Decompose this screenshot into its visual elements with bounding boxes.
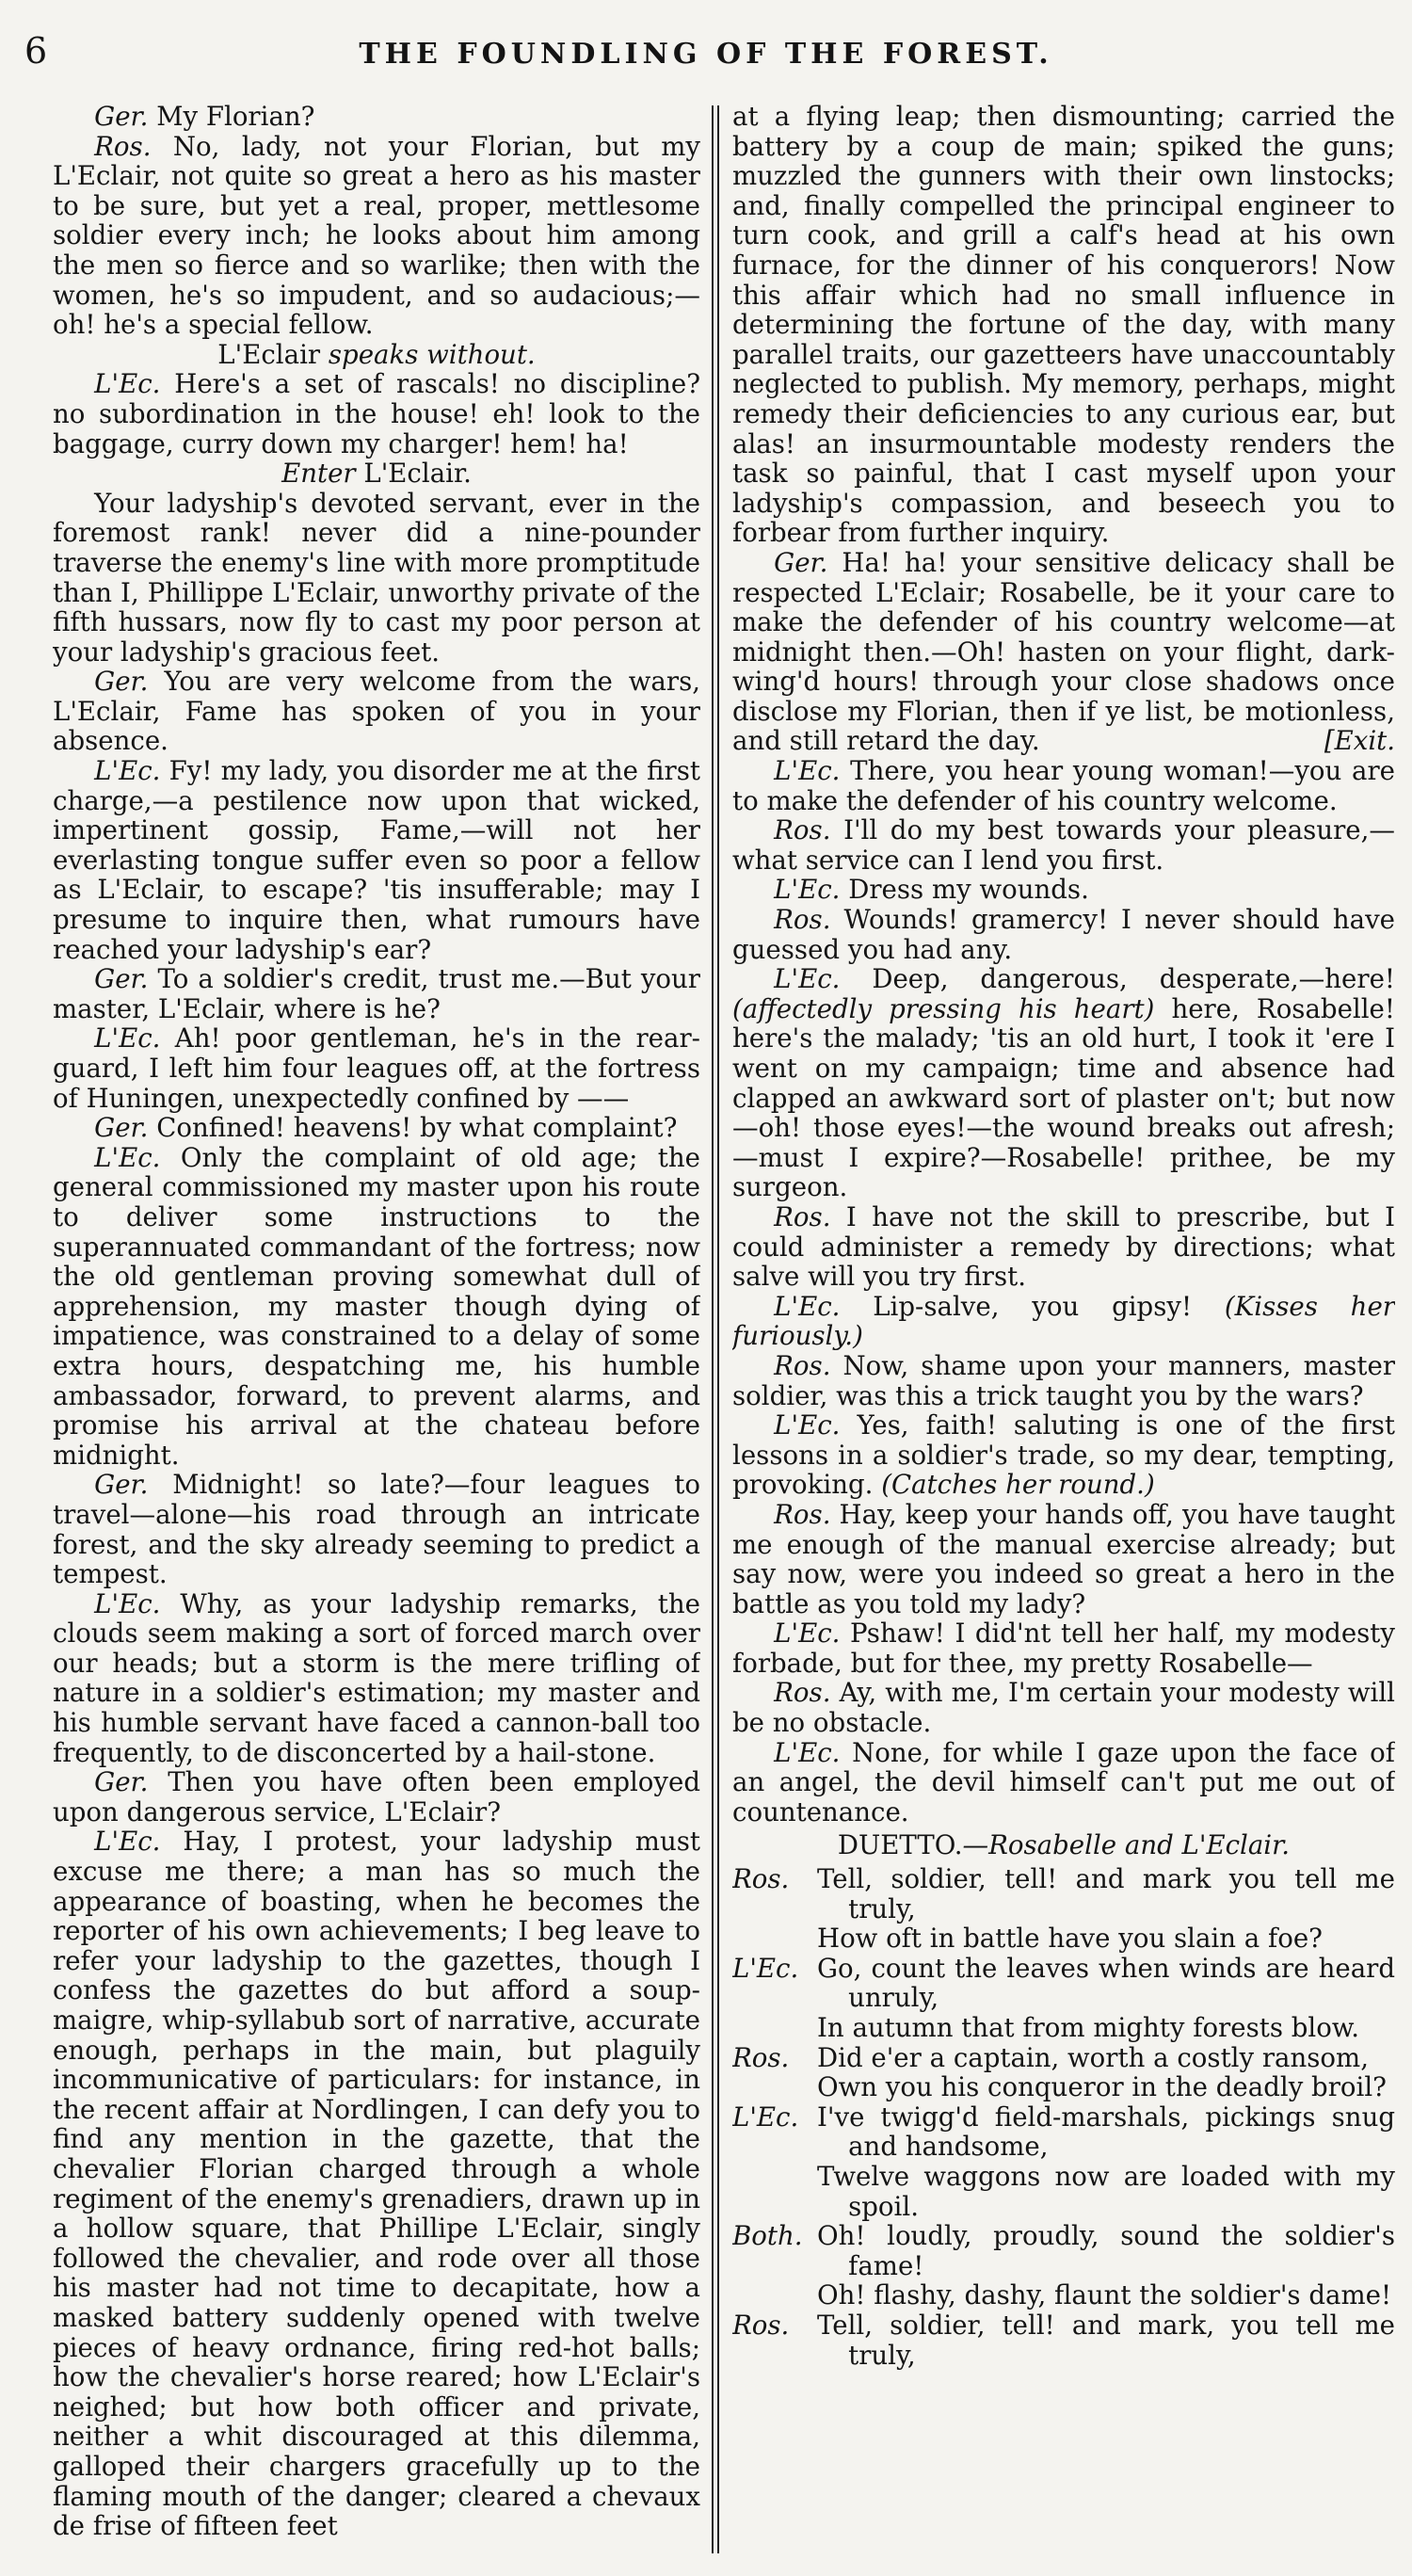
running-head (19, 21, 1393, 72)
dialogue-text: You are very welcome from the wars, L'Eclair, Fame has spoken of you in your absence. (53, 666, 700, 757)
speaker-label: L'Ec. (774, 1409, 858, 1441)
dialogue-text: Dress my wounds. (848, 874, 1089, 906)
verse-speaker: Ros. (732, 2041, 790, 2073)
left-column (53, 102, 700, 2559)
speaker-label: L'Ec. (774, 874, 849, 906)
stage-direction-inline: (Kisses her furiously.) (732, 1290, 1395, 1352)
dialogue-paragraph (732, 1410, 1395, 1500)
dialogue-paragraph (53, 1589, 700, 1768)
running-title: THE FOUNDLING OF THE FOREST. (359, 38, 1053, 71)
duet-verse (732, 2310, 1395, 2370)
dialogue-paragraph (53, 489, 700, 668)
dialogue-paragraph (732, 1292, 1395, 1351)
dialogue-paragraph (53, 1470, 700, 1588)
dialogue-text: Lip-salve, you gipsy! (873, 1290, 1193, 1322)
column-rule (712, 105, 719, 2553)
dialogue-text: Wounds! gramercy! I never should have guessed you had any. (732, 904, 1395, 965)
speaker-label: Ros. (774, 1677, 840, 1709)
dialogue-text: My Florian? (156, 102, 315, 132)
speaker-label: Ger. (94, 1469, 173, 1501)
verse-speaker: L'Ec. (732, 1952, 799, 1984)
dialogue-text: Only the complaint of old age; the general commissioned my master upon his route to deliver some instructions to the superannuated commandant of the fortress; now the old gentleman proving somewhat dull of apprehension, my master though dying of impatience, was constrained to a delay of some extra hours, despatching me, his humble ambassador, forward, to prevent alarms, and promise his arrival at the chateau before midnight. (53, 1141, 700, 1471)
dialogue-paragraph (732, 1678, 1395, 1737)
speaker-label: L'Ec. (774, 755, 851, 787)
speaker-label: L'Ec. (94, 755, 169, 787)
speaker-label: L'Ec. (94, 1587, 181, 1619)
duet-verse (732, 2221, 1395, 2310)
stage-direction (53, 340, 700, 370)
verse-lines (817, 1864, 1395, 1954)
verse-line: Oh! loudly, proudly, sound the soldier's fame! (817, 2220, 1395, 2281)
duet-verse (732, 2102, 1395, 2221)
dialogue-text: Hay, keep your hands off, you have taught me enough of the manual exercise already; but say now, were you indeed so great a hero in the battle as you told my lady? (732, 1498, 1395, 1619)
verse-lines (817, 2221, 1395, 2310)
duet-verse (732, 2043, 1395, 2102)
verse-speaker: L'Ec. (732, 2101, 799, 2133)
right-column-dialogue (732, 102, 1395, 1827)
dialogue-paragraph (53, 964, 700, 1023)
dialogue-text: No, lady, not your Florian, but my L'Eclair, not quite so great a hero as his master to be sure, but yet a real, proper, mettlesome soldier every inch; he looks about him among the men so fierce and so warlike; then with the women, he's so impudent, and so audacious;—oh! he's a special fellow. (53, 130, 700, 341)
verse-line: Did e'er a captain, worth a costly ransom, (817, 2041, 1369, 2073)
dialogue-text: Here's a set of rascals! no discipline? no subordination in the house! eh! look to the baggage, curry down my charger! hem! ha! (53, 368, 700, 459)
dialogue-text: here, Rosabelle! here's the malady; 'tis an old hurt, I took it 'ere I went on my campaign; time and absence had clapped an awkward sort of plaster on't; but now—oh! those eyes!—the wound breaks out afresh;—must I expire?—Rosabelle! prithee, be my surgeon. (732, 992, 1395, 1203)
duet-verses (732, 1864, 1395, 2370)
speaker-label: L'Ec. (94, 1022, 175, 1055)
dialogue-paragraph (53, 1827, 700, 2540)
dialogue-paragraph (53, 1767, 700, 1827)
right-column (732, 102, 1395, 2559)
stage-direction-inline: (Catches her round.) (873, 1469, 1155, 1501)
dialogue-paragraph (732, 1351, 1395, 1410)
stage-direction-inline: (affectedly pressing his heart) (732, 992, 1172, 1024)
dialogue-paragraph (53, 756, 700, 964)
verse-lines (817, 2310, 1395, 2370)
dialogue-paragraph (732, 1738, 1395, 1827)
speaker-label: L'Ec. (94, 368, 175, 400)
dialogue-text: Hay, I protest, your ladyship must excuse me there; a man has so much the appearance of boasting, when he becomes the reporter of his own achievements; I beg leave to refer your ladyship to the gazettes, though I confess the gazettes do but afford a soup-maigre, whip-syllabub sort of narrative, accurate enough, perhaps in the main, but plaguily incommunicative of particulars: for instance, in the recent affair at Nordlingen, I can defy you to find any mention in the gazette, that the chevalier Florian charged through a whole regiment of the enemy's grenadiers, drawn up in a hollow square, that Phillipe L'Eclair, singly followed the chevalier, and rode over all those his master had not time to decapitate, how a masked battery suddenly opened with twelve pieces of heavy ordnance, firing red-hot balls; how the chevalier's horse reared; how L'Eclair's neighed; but how both officer and private, neither a whit discouraged at this dilemma, galloped their chargers gracefully up to the flaming mouth of the danger; cleared a chevaux de frise of fifteen feet (53, 1826, 700, 2542)
dialogue-text: There, you hear young woman!—you are to make the defender of his country welcome. (732, 755, 1395, 816)
dialogue-paragraph (53, 1023, 700, 1113)
verse-lines (817, 1954, 1395, 2043)
dialogue-paragraph (732, 1618, 1395, 1678)
speaker-label: Ros. (94, 130, 173, 162)
speaker-label: Ger. (94, 1112, 157, 1144)
verse-speaker: Both. (732, 2220, 803, 2252)
dialogue-paragraph (732, 756, 1395, 815)
speaker-label: L'Ec. (94, 1826, 184, 1858)
speaker-label: Ros. (774, 1498, 840, 1530)
dialogue-paragraph (732, 905, 1395, 964)
verse-speaker: Ros. (732, 1863, 790, 1895)
dialogue-text: at a flying leap; then dismounting; carried the battery by a coup de main; spiked the guns; muzzled the gunners with their own linstocks; and, finally compelled the principal engineer to turn cook, and grill a calf's head at his own furnace, for the dinner of his conquerors! Now this affair which had no small influence in determining the fortune of the day, with many parallel traits, our gazetteers have unaccountably neglected to publish. My memory, perhaps, might remedy their deficiencies to any curious ear, but alas! an insurmountable modesty renders the task so painful, that I cast myself upon your ladyship's compassion, and beseech you to forbear from further inquiry. (732, 102, 1395, 549)
verse-line: In autumn that from mighty forests blow. (817, 2012, 1359, 2043)
dialogue-text: I'll do my best towards your pleasure,—what service can I lend you first. (732, 814, 1395, 876)
dialogue-paragraph (53, 1143, 700, 1471)
dialogue-text: Then you have often been employed upon dangerous service, L'Eclair? (53, 1766, 700, 1827)
verse-lines (817, 2043, 1395, 2102)
dialogue-text: Deep, dangerous, desperate,—here! (872, 963, 1395, 995)
dialogue-paragraph (732, 964, 1395, 1202)
dialogue-paragraph (732, 815, 1395, 875)
dialogue-text: Yes, faith! saluting is one of the first lessons in a soldier's trade, so my dear, tempting, provoking. (732, 1409, 1395, 1501)
dialogue-paragraph (53, 102, 700, 132)
dialogue-paragraph (53, 369, 700, 459)
speaker-label: Ros. (774, 814, 844, 846)
dialogue-text: Why, as your ladyship remarks, the clouds seem making a sort of forced march over our heads; but a storm is the mere trifling of nature in a soldier's estimation; my master and his humble servant have faced a cannon-ball too frequently, to de disconcerted by a hail-stone. (53, 1587, 700, 1768)
verse-speaker: Ros. (732, 2309, 790, 2341)
dialogue-paragraph (53, 667, 700, 756)
dialogue-text: Midnight! so late?—four leagues to travel—alone—his road through an intricate forest, and the sky already seeming to predict a tempest. (53, 1469, 700, 1590)
speaker-label: Ros. (774, 1349, 843, 1381)
dialogue-text: Ah! poor gentleman, he's in the rear-guard, I left him four leagues off, at the fortress of Huningen, unexpectedly confined by —— (53, 1022, 700, 1114)
duet-title: DUETTO. (837, 1829, 963, 1861)
speaker-label: L'Ec. (774, 1618, 850, 1650)
duet-verse (732, 1864, 1395, 1954)
speaker-label: Ger. (94, 1766, 168, 1798)
character-name: L'Eclair. (363, 458, 472, 490)
verse-line: Tell, soldier, tell! and mark, you tell me truly, (817, 2309, 1395, 2371)
speaker-label: Ger. (774, 546, 842, 578)
speaker-label: Ger. (94, 666, 165, 698)
verse-line: I've twigg'd field-marshals, pickings snug and handsome, (817, 2101, 1395, 2163)
duet-heading (732, 1830, 1395, 1860)
verse-line: Go, count the leaves when winds are heard unruly, (817, 1952, 1395, 2014)
dialogue-text: Your ladyship's devoted servant, ever in the foremost rank! never did a nine-pounder traverse the enemy's line with more promptitude than I, Phillippe L'Eclair, unworthy private of the fifth hussars, now fly to cast my poor person at your ladyship's gracious feet. (53, 487, 700, 668)
dialogue-paragraph (732, 1202, 1395, 1292)
dialogue-paragraph (732, 102, 1395, 548)
dialogue-paragraph (53, 1113, 700, 1143)
speaker-label: Ger. (94, 102, 157, 132)
stage-direction (53, 459, 700, 489)
verse-lines (817, 2102, 1395, 2221)
dialogue-paragraph (732, 1500, 1395, 1618)
verse-line: Own you his conqueror in the deadly broil? (817, 2071, 1387, 2103)
dialogue-paragraph (53, 132, 700, 340)
dialogue-text: Ha! ha! your sensitive delicacy shall be respected L'Eclair; Rosabelle, be it your care to make the defender of his country welcome—at midnight then.—Oh! hasten on your flight, dark-wing'd hours! through your close shadows once disclose my Florian, then if ye list, be motionless, and still retard the day. (732, 546, 1395, 757)
dialogue-text: To a soldier's credit, trust me.—But your master, L'Eclair, where is he? (53, 963, 700, 1024)
verse-line: How oft in battle have you slain a foe? (817, 1923, 1323, 1955)
direction-text: speaks without. (328, 338, 536, 370)
direction-text: Enter (281, 458, 364, 490)
dialogue-paragraph (732, 548, 1395, 756)
speaker-label: Ros. (774, 904, 844, 936)
speaker-label: L'Ec. (774, 963, 873, 995)
exit-direction: [Exit. (1324, 725, 1395, 757)
dialogue-text: None, for while I gaze upon the face of an angel, the devil himself can't put me out of countenance. (732, 1736, 1395, 1827)
dialogue-text: I have not the skill to prescribe, but I could administer a remedy by directions; what salve will you try first. (732, 1200, 1395, 1293)
dialogue-text: Fy! my lady, you disorder me at the first charge,—a pestilence now upon that wicked, impertinent gossip, Fame,—will not her everlasting tongue suffer even so poor a fellow as L'Eclair, to escape? 'tis insufferable; may I presume to inquire then, what rumours have reached your ladyship's ear? (53, 755, 700, 965)
duet-performers: —Rosabelle and L'Eclair. (962, 1829, 1291, 1861)
dialogue-paragraph (732, 875, 1395, 905)
dialogue-text: Confined! heavens! by what complaint? (156, 1112, 678, 1144)
speaker-label: Ros. (774, 1200, 846, 1232)
duet-verse (732, 1954, 1395, 2043)
speaker-label: L'Ec. (774, 1736, 853, 1768)
verse-line: Tell, soldier, tell! and mark you tell me truly, (817, 1863, 1395, 1924)
dialogue-text: Now, shame upon your manners, master soldier, was this a trick taught you by the wars? (732, 1349, 1395, 1411)
character-name: L'Eclair (217, 338, 329, 370)
verse-line: Twelve waggons now are loaded with my spoil. (817, 2160, 1395, 2222)
page-number: 6 (24, 30, 48, 72)
speaker-label: Ger. (94, 963, 158, 995)
dialogue-text: Pshaw! I did'nt tell her half, my modesty forbade, but for thee, my pretty Rosabelle— (732, 1618, 1395, 1679)
speaker-label: L'Ec. (774, 1290, 874, 1322)
dialogue-text: Ay, with me, I'm certain your modesty will be no obstacle. (732, 1677, 1395, 1739)
verse-line: Oh! flashy, dashy, flaunt the soldier's dame! (817, 2279, 1392, 2311)
speaker-label: L'Ec. (94, 1141, 181, 1173)
